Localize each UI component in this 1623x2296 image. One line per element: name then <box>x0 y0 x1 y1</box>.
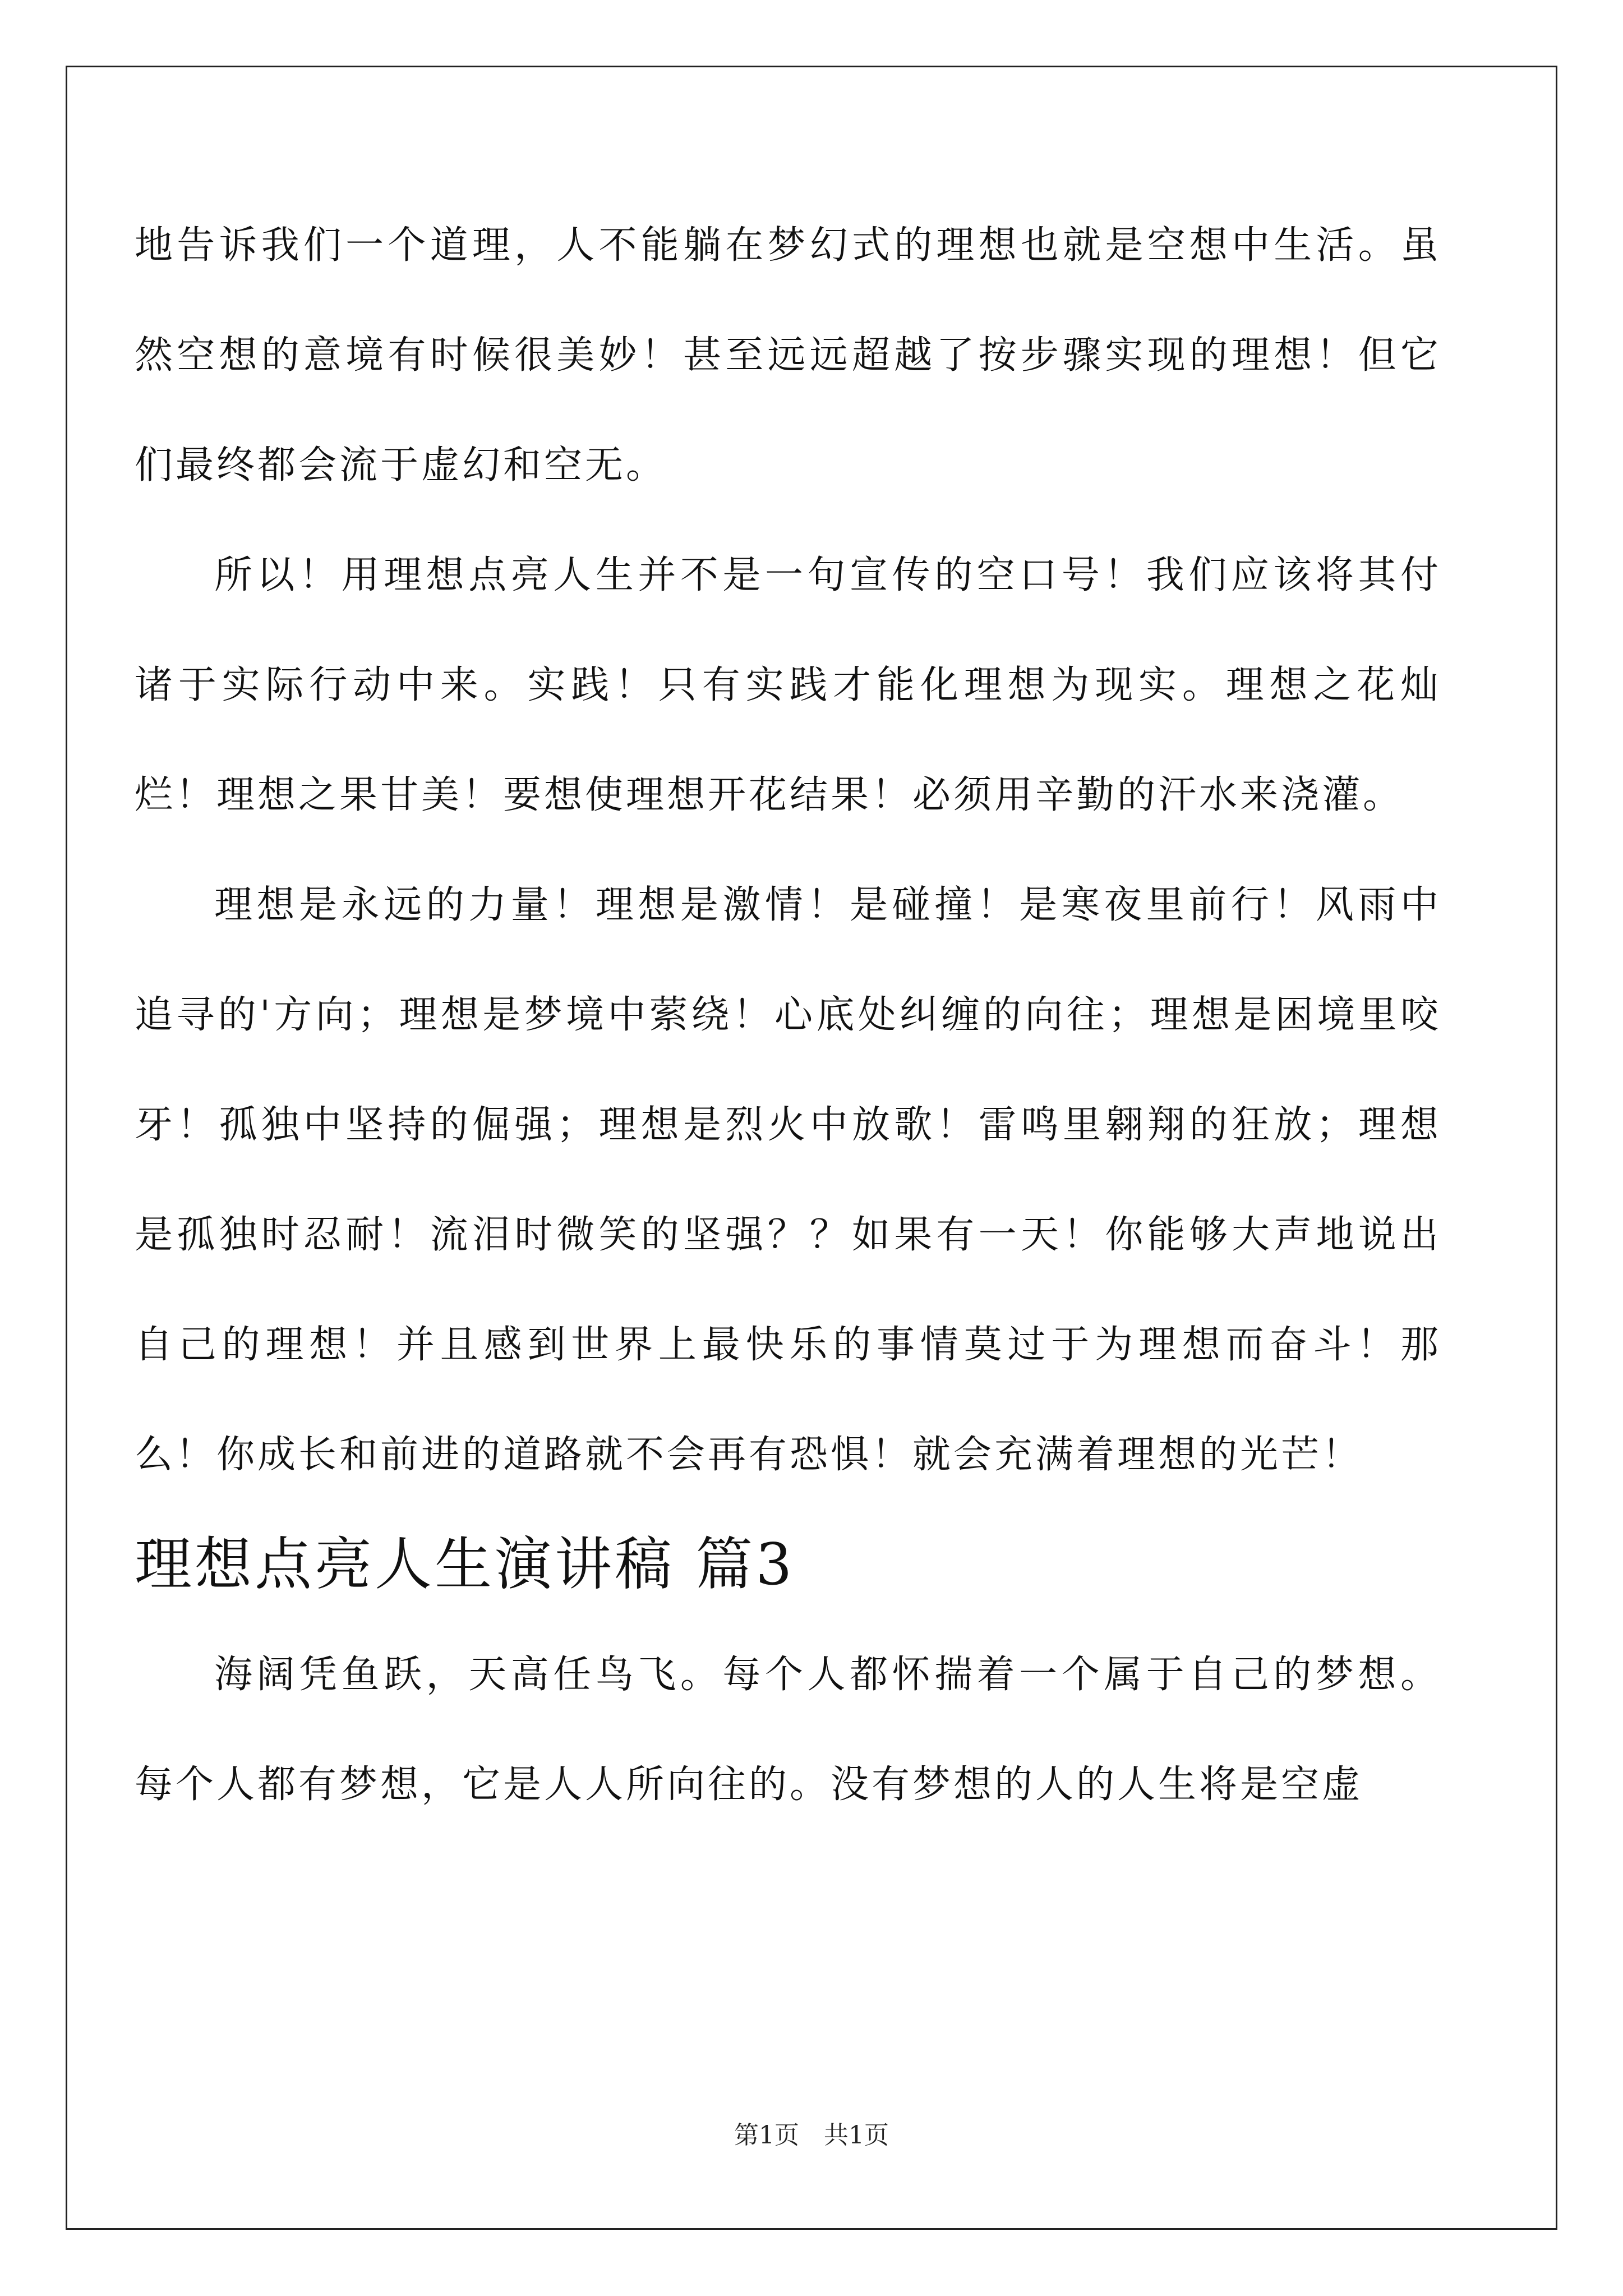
section-heading: 理想点亮人生演讲稿 篇3 <box>135 1531 795 1598</box>
paragraph-1: 地告诉我们一个道理，人不能躺在梦幻式的理想也就是空想中生活。虽然空想的意境有时候很美妙！甚至远远超越了按步骤实现的理想！但它们最终都会流于虚幻和空无。 <box>135 223 1441 487</box>
paragraph-3: 理想是永远的力量！理想是激情！是碰撞！是寒夜里前行！风雨中追寻的'方向；理想是梦境中萦绕！心底处纠缠的向往；理想是困境里咬牙！孤独中坚持的倔强；理想是烈火中放歌！雷鸣里翱翔的狂放；理想是孤独时忍耐！流泪时微笑的坚强？？如果有一天！你能够大声地说出自己的理想！并且感到世界上最快乐的事情莫过于为理想而奋斗！那么！你成长和前进的道路就不会再有恐惧！就会充满着理想的光芒！ <box>135 883 1441 1477</box>
paragraph-2: 所以！用理想点亮人生并不是一句宣传的空口号！我们应该将其付诸于实际行动中来。实践！只有实践才能化理想为现实。理想之花灿烂！理想之果甘美！要想使理想开花结果！必须用辛勤的汗水来浇灌。 <box>135 553 1441 817</box>
page-total: 共1页 <box>824 2121 889 2150</box>
page-footer <box>0 2115 1623 2151</box>
paragraph-4: 海阔凭鱼跃，天高任鸟飞。每个人都怀揣着一个属于自己的梦想。每个人都有梦想，它是人人所向往的。没有梦想的人的人生将是空虚 <box>135 1653 1441 1807</box>
document-body <box>135 191 1441 1840</box>
page-number: 第1页 <box>734 2121 799 2150</box>
